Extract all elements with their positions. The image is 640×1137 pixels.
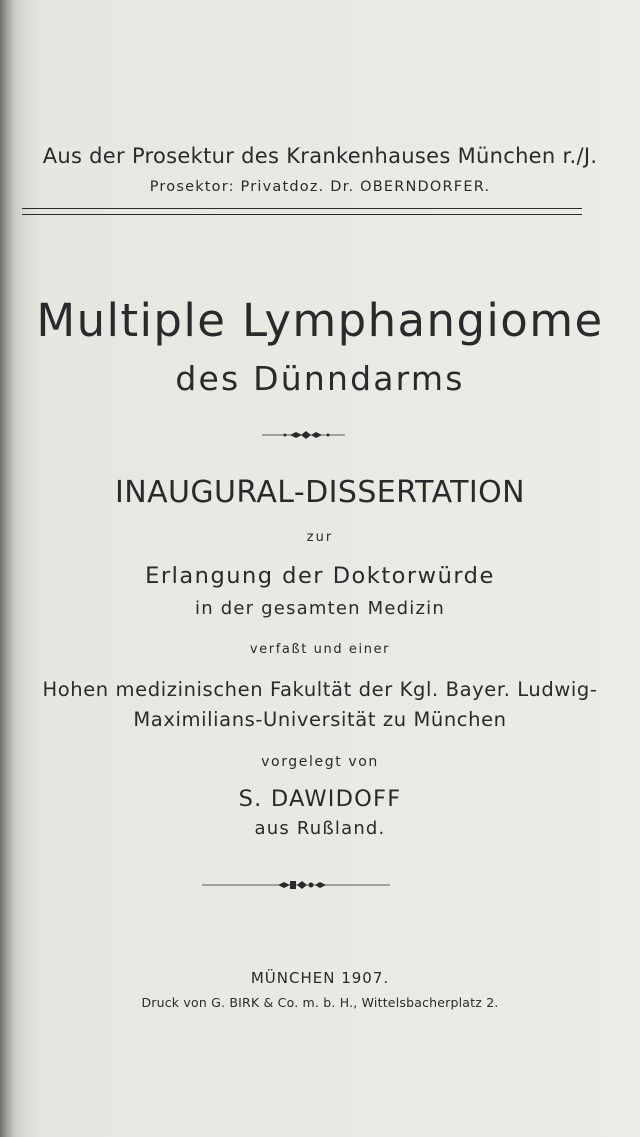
author-name: S. DAWIDOFF: [238, 786, 402, 812]
dissertation-heading: INAUGURAL-DISSERTATION: [114, 475, 525, 510]
double-rule-divider: [22, 208, 582, 215]
dissertation-submitted-to: verfaßt und einer: [249, 642, 391, 657]
imprint-printer: Druck von G. BIRK & Co. m. b. H., Wittelsbacherplatz 2.: [141, 995, 499, 1010]
dissertation-field: in der gesamten Medizin: [195, 598, 445, 619]
imprint-place-year: MÜNCHEN 1907.: [250, 969, 390, 987]
title-line-2: des Dünndarms: [175, 359, 465, 398]
ornament-divider-bottom: [0, 879, 640, 891]
dissertation-zur: zur: [306, 530, 334, 545]
header-institution: Aus der Prosektur des Krankenhauses München r./J.: [42, 144, 598, 168]
title-line-1: Multiple Lymphangiome: [36, 294, 604, 347]
author-origin: aus Rußland.: [254, 818, 386, 839]
faculty-line-2: Maximilians-Universität zu München: [133, 708, 507, 731]
ornament-divider-top: [0, 429, 640, 441]
header-prosector: Prosektor: Privatdoz. Dr. OBERNDORFER.: [149, 179, 491, 195]
presented-by: vorgelegt von: [261, 754, 379, 770]
faculty-line-1: Hohen medizinischen Fakultät der Kgl. Bayer. Ludwig-: [42, 678, 598, 701]
dissertation-purpose: Erlangung der Doktorwürde: [145, 563, 495, 589]
